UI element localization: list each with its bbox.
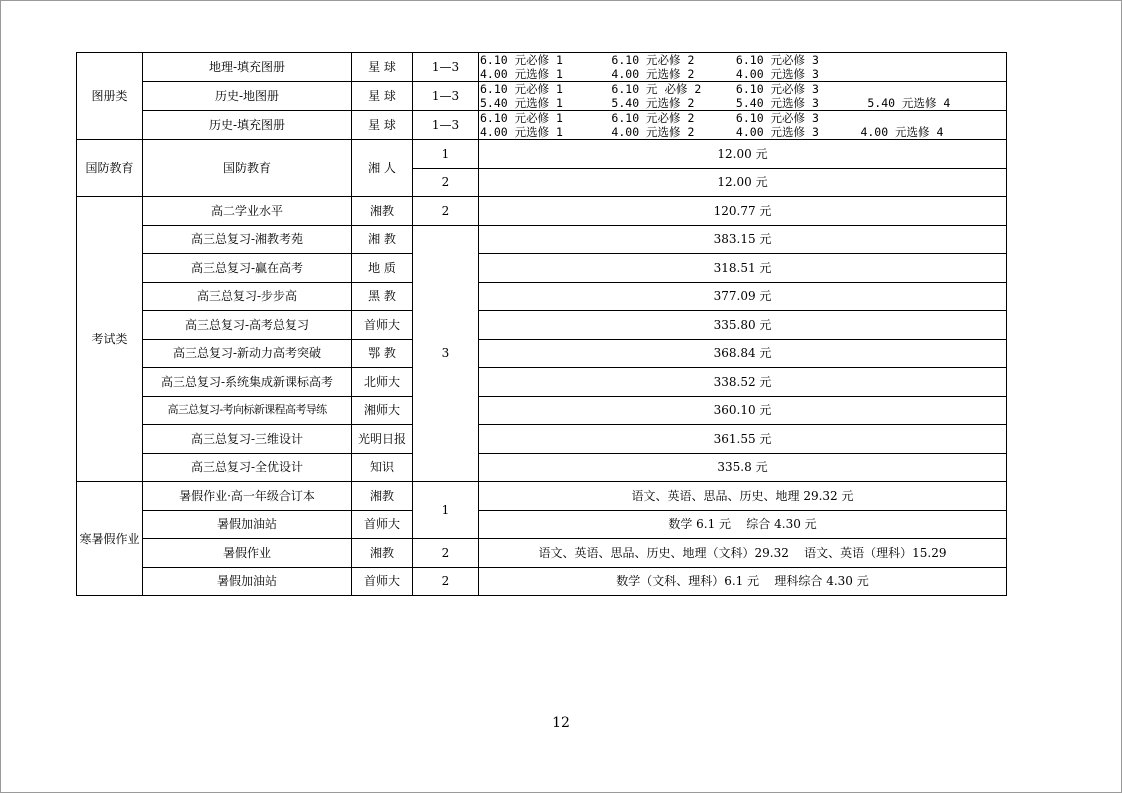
publisher-cell: 星 球 (352, 111, 413, 140)
price-line: 4.00 元选修 1 4.00 元选修 2 4.00 元选修 3 (480, 67, 819, 81)
price-cell: 数学 6.1 元 综合 4.30 元 (479, 510, 1007, 539)
table-row (77, 53, 1007, 82)
price-line: 4.00 元选修 1 4.00 元选修 2 4.00 元选修 3 4.00 元选修 4 (480, 125, 944, 139)
grade-cell: 2 (413, 567, 479, 596)
book-name-cell: 暑假加油站 (143, 567, 352, 596)
publisher-cell: 湘教 (352, 482, 413, 511)
publisher-cell: 星 球 (352, 82, 413, 111)
book-name-cell: 高三总复习-三维设计 (143, 425, 352, 454)
price-cell: 383.15 元 (479, 225, 1007, 254)
price-cell: 语文、英语、思品、历史、地理（文科）29.32 语文、英语（理科）15.29 (479, 539, 1007, 568)
book-name-cell: 高三总复习-高考总复习 (143, 311, 352, 340)
table-row (77, 482, 1007, 511)
price-cell (479, 82, 1007, 111)
grade-cell: 1 (413, 482, 479, 539)
price-cell (479, 111, 1007, 140)
table-row (77, 282, 1007, 311)
book-name-cell: 历史-地图册 (143, 82, 352, 111)
price-cell: 335.80 元 (479, 311, 1007, 340)
book-name-cell: 历史-填充图册 (143, 111, 352, 140)
grade-cell: 1—3 (413, 82, 479, 111)
book-name-cell: 暑假作业·高一年级合订本 (143, 482, 352, 511)
price-cell: 数学（文科、理科）6.1 元 理科综合 4.30 元 (479, 567, 1007, 596)
price-cell: 12.00 元 (479, 168, 1007, 197)
grade-cell: 1—3 (413, 111, 479, 140)
publisher-cell: 北师大 (352, 368, 413, 397)
price-line: 6.10 元必修 1 6.10 元必修 2 6.10 元必修 3 (480, 53, 819, 67)
publisher-cell: 湘教 (352, 197, 413, 226)
table-row (77, 567, 1007, 596)
table-row (77, 453, 1007, 482)
book-name-cell: 高三总复习-湘教考苑 (143, 225, 352, 254)
table-row (77, 82, 1007, 111)
table-row (77, 225, 1007, 254)
category-cell: 图册类 (77, 53, 143, 140)
publisher-cell: 首师大 (352, 567, 413, 596)
publisher-cell: 湘师大 (352, 396, 413, 425)
book-name-cell: 高三总复习-系统集成新课标高考 (143, 368, 352, 397)
price-line: 6.10 元必修 1 6.10 元必修 2 6.10 元必修 3 (480, 111, 819, 125)
publisher-cell: 鄂 教 (352, 339, 413, 368)
book-name-cell: 高三总复习-新动力高考突破 (143, 339, 352, 368)
grade-cell: 1—3 (413, 53, 479, 82)
publisher-cell: 光明日报 (352, 425, 413, 454)
price-cell (479, 53, 1007, 82)
textbook-price-table (76, 52, 1007, 596)
price-line: 6.10 元必修 1 6.10 元 必修 2 6.10 元必修 3 (480, 82, 819, 96)
book-name-cell: 国防教育 (143, 140, 352, 197)
grade-cell: 2 (413, 168, 479, 197)
grade-cell: 1 (413, 140, 479, 169)
table-row (77, 254, 1007, 283)
price-cell: 361.55 元 (479, 425, 1007, 454)
page-number: 12 (552, 715, 570, 731)
table-row (77, 311, 1007, 340)
category-cell: 寒暑假作业 (77, 482, 143, 596)
table-row (77, 339, 1007, 368)
book-name-cell: 暑假加油站 (143, 510, 352, 539)
publisher-cell: 湘教 (352, 539, 413, 568)
table-row (77, 197, 1007, 226)
price-cell: 318.51 元 (479, 254, 1007, 283)
grade-cell: 2 (413, 197, 479, 226)
table-row (77, 539, 1007, 568)
publisher-cell: 首师大 (352, 510, 413, 539)
grade-cell: 3 (413, 225, 479, 482)
price-cell: 360.10 元 (479, 396, 1007, 425)
price-line: 5.40 元选修 1 5.40 元选修 2 5.40 元选修 3 5.40 元选修 4 (480, 96, 951, 110)
publisher-cell: 湘 教 (352, 225, 413, 254)
price-cell: 368.84 元 (479, 339, 1007, 368)
price-cell: 12.00 元 (479, 140, 1007, 169)
table-row (77, 111, 1007, 140)
table-row (77, 368, 1007, 397)
category-cell: 考试类 (77, 197, 143, 482)
category-cell: 国防教育 (77, 140, 143, 197)
book-name-cell: 高三总复习-考向标新课程高考导练 (143, 396, 352, 425)
table-row (77, 140, 1007, 169)
price-cell: 338.52 元 (479, 368, 1007, 397)
book-name-cell: 高三总复习-全优设计 (143, 453, 352, 482)
price-cell: 377.09 元 (479, 282, 1007, 311)
book-name-cell: 高三总复习-步步高 (143, 282, 352, 311)
table-row (77, 510, 1007, 539)
publisher-cell: 黑 教 (352, 282, 413, 311)
price-cell: 335.8 元 (479, 453, 1007, 482)
book-name-cell: 高三总复习-赢在高考 (143, 254, 352, 283)
price-cell: 120.77 元 (479, 197, 1007, 226)
table-row (77, 425, 1007, 454)
book-name-cell: 地理-填充图册 (143, 53, 352, 82)
price-cell: 语文、英语、思品、历史、地理 29.32 元 (479, 482, 1007, 511)
publisher-cell: 首师大 (352, 311, 413, 340)
book-name-cell: 暑假作业 (143, 539, 352, 568)
grade-cell: 2 (413, 539, 479, 568)
publisher-cell: 地 质 (352, 254, 413, 283)
publisher-cell: 知识 (352, 453, 413, 482)
publisher-cell: 湘 人 (352, 140, 413, 197)
publisher-cell: 星 球 (352, 53, 413, 82)
book-name-cell: 高二学业水平 (143, 197, 352, 226)
table-row (77, 396, 1007, 425)
